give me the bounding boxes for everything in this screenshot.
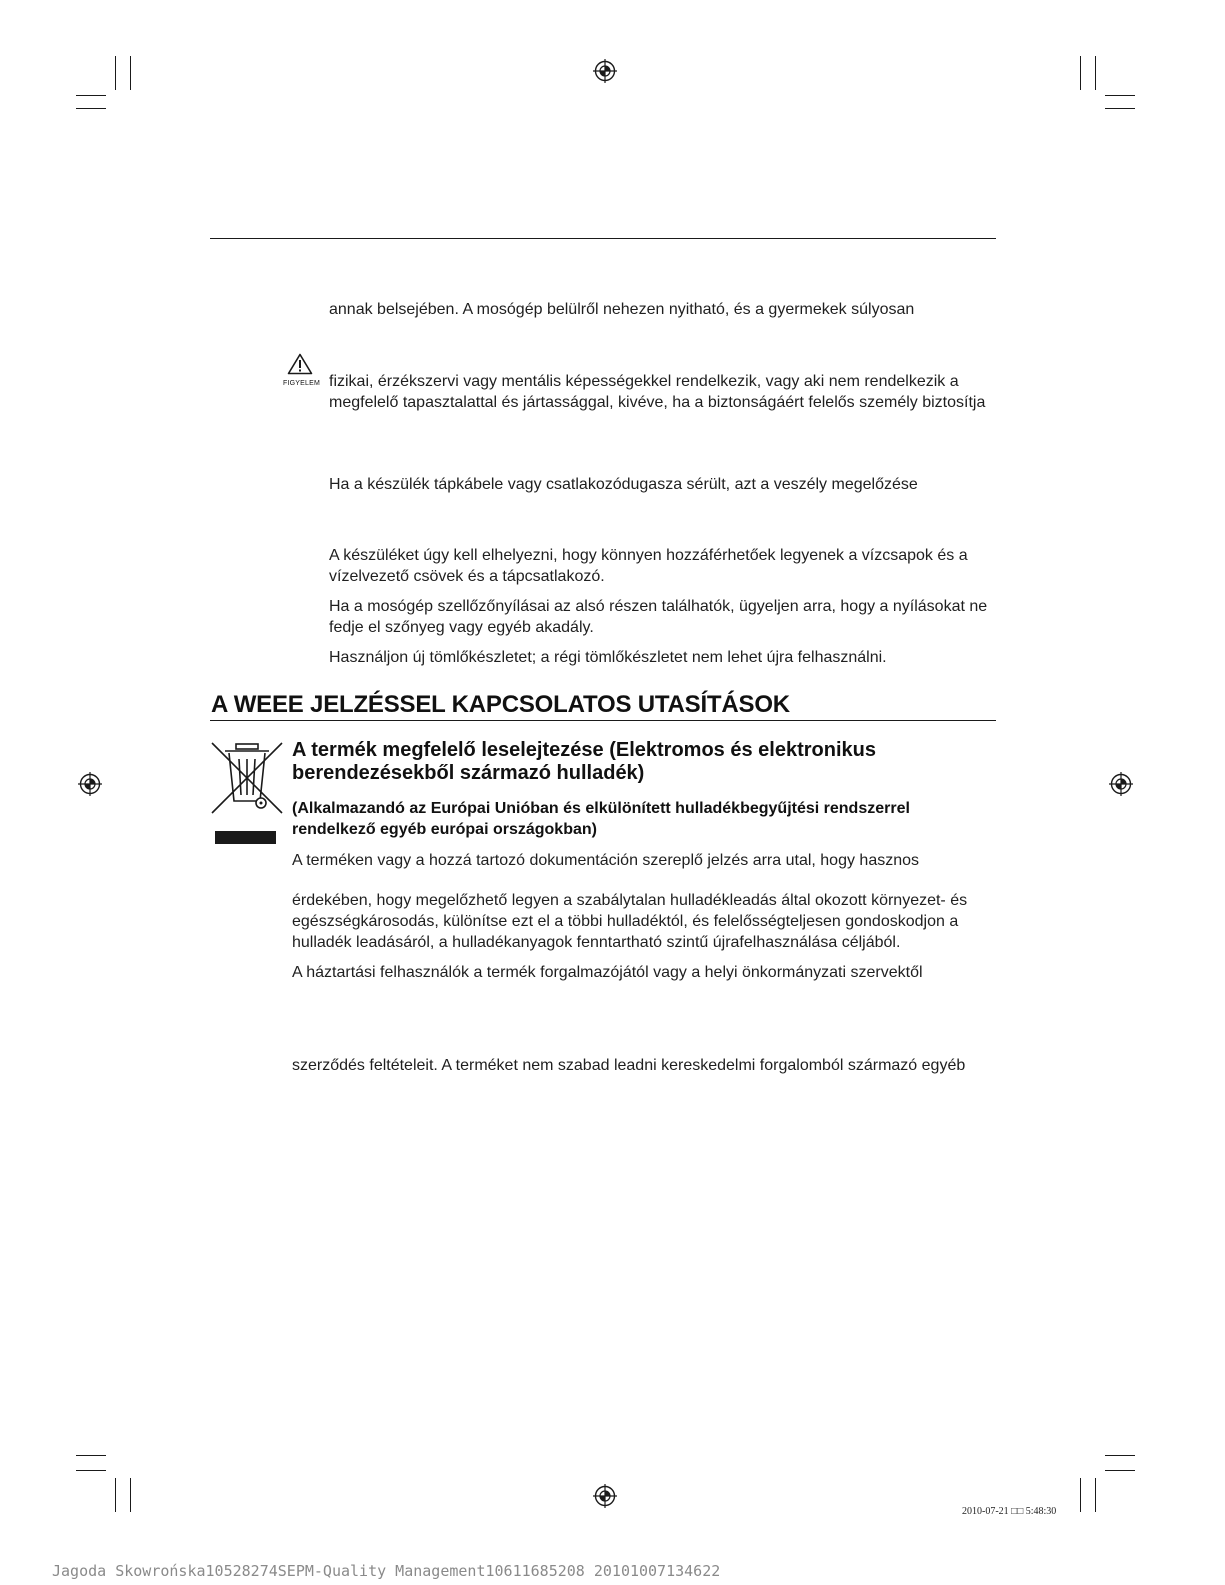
weee-text-3: A háztartási felhasználók a termék forgalmazójától vagy a helyi önkormányzati szervektől — [292, 964, 923, 981]
weee-text-2-line1: érdekében, hogy megelőzhető legyen a szabálytalan hulladékleadás által okozott környezet- és — [292, 892, 968, 909]
warning-label: FIGYELEM — [283, 380, 320, 387]
bin-black-bar — [215, 831, 276, 844]
registration-mark-icon — [593, 1484, 617, 1508]
print-timestamp: 2010-07-21 □□ 5:48:30 — [962, 1506, 1057, 1517]
weee-text-1: A terméken vagy a hozzá tartozó dokumentáción szereplő jelzés arra utal, hogy hasznos — [292, 852, 920, 869]
warning-text-line2: megfelelő tapasztalattal és jártassággal, kivéve, ha a biztonságáért felelős személy biztosítja — [329, 394, 986, 411]
warning-text-line1: fizikai, érzékszervi vagy mentális képességekkel rendelkezik, vagy aki nem rendelkezik a — [329, 373, 959, 390]
watermark-text: Jagoda Skowrońska10528274SEPM-Quality Management10611685208 20101007134622 — [52, 1562, 721, 1580]
weee-heading-rule — [210, 720, 996, 721]
warning-triangle-icon — [287, 353, 313, 375]
weee-scope-line1: (Alkalmazandó az Európai Unióban és elkülönített hulladékbegyűjtési rendszerrel — [292, 800, 910, 817]
cable-text: Ha a készülék tápkábele vagy csatlakozódugasza sérült, azt a veszély megelőzése — [329, 476, 918, 493]
weee-text-2-line3: hulladék leadásáról, a hulladékanyagok fenntartható szintű újrafelhasználása céljából. — [292, 934, 901, 951]
weee-text-4: szerződés feltételeit. A terméket nem szabad leadni kereskedelmi forgalomból származó egyéb — [292, 1057, 966, 1074]
weee-subheading-line2: berendezésekből származó hulladék) — [292, 762, 645, 784]
intro-text: annak belsejében. A mosógép belülről nehezen nyitható, és a gyermekek súlyosan — [329, 301, 915, 318]
registration-mark-icon — [593, 59, 617, 83]
top-rule — [210, 238, 996, 239]
vent-text-line1: Ha a mosógép szellőzőnyílásai az alsó részen találhatók, ügyeljen arra, hogy a nyílásokat ne — [329, 598, 988, 615]
registration-mark-icon — [1109, 772, 1133, 796]
weee-text-2-line2: egészségkárosodás, különítse ezt el a többi hulladéktól, és felelősségteljesen gondoskodjon a — [292, 913, 959, 930]
placement-text-line1: A készüléket úgy kell elhelyezni, hogy könnyen hozzáférhetőek legyenek a vízcsapok és a — [329, 547, 968, 564]
placement-text-line2: vízelvezető csövek és a tápcsatlakozó. — [329, 568, 605, 585]
weee-heading: A WEEE JELZÉSSEL KAPCSOLATOS UTASÍTÁSOK — [211, 691, 790, 718]
vent-text-line2: fedje el szőnyeg vagy egyéb akadály. — [329, 619, 594, 636]
weee-subheading-line1: A termék megfelelő leselejtezése (Elektromos és elektronikus — [292, 739, 876, 761]
crossed-out-bin-icon — [211, 741, 283, 815]
registration-mark-icon — [78, 772, 102, 796]
hose-text: Használjon új tömlőkészletet; a régi tömlőkészletet nem lehet újra felhasználni. — [329, 649, 887, 666]
weee-scope-line2: rendelkező egyéb európai országokban) — [292, 821, 597, 838]
